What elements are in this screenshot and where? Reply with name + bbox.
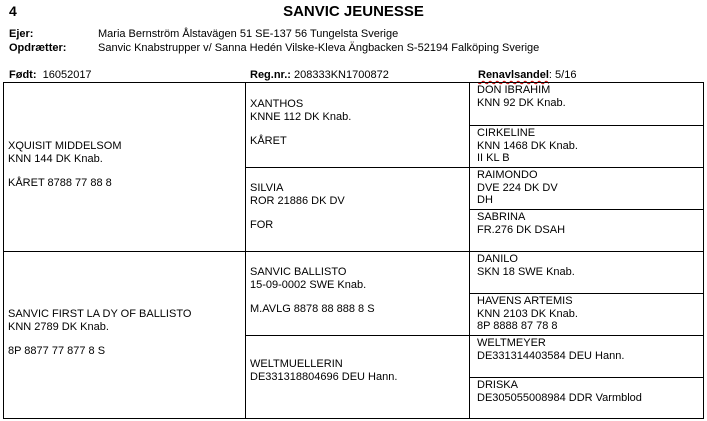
ggp-ssd-extra: II KL B	[477, 152, 510, 164]
dam-sire-cell	[250, 266, 375, 316]
ggp-dds-reg: DE331314403584 DEU Hann.	[477, 349, 625, 362]
purity-field	[478, 69, 576, 81]
sire-sire-reg: KNNE 112 DK Knab.	[250, 110, 352, 123]
dam-sire-name: SANVIC BALLISTO	[250, 266, 347, 278]
ggp-sss-reg: KNN 92 DK Knab.	[477, 96, 566, 109]
dam-name: SANVIC FIRST LA DY OF BALLISTO	[8, 308, 192, 320]
ggp-ddd-name: DRISKA	[477, 379, 518, 391]
sire-dam-name: SILVIA	[250, 182, 284, 194]
ggp-dsd-name: HAVENS ARTEMIS	[477, 295, 573, 307]
ggp-ssd-name: CIRKELINE	[477, 127, 536, 139]
ggp-dss-name: DANILO	[477, 253, 518, 265]
dam-sire-reg: 15-09-0002 SWE Knab.	[250, 278, 367, 291]
ggp-sds-reg: DVE 224 DK DV	[477, 181, 558, 194]
ggp-ddd-reg: DE305055008984 DDR Varmblod	[477, 391, 642, 404]
dam-reg: KNN 2789 DK Knab.	[8, 320, 109, 333]
row-divider-gen3-b	[469, 209, 704, 210]
ggp-dsd-reg: KNN 2103 DK Knab.	[477, 307, 578, 320]
purity-label: Renavlsandel	[478, 69, 549, 81]
sire-dam-note: FOR	[250, 219, 274, 231]
ggp-sds-extra: DH	[477, 194, 493, 206]
ggp-ssd-cell	[477, 127, 578, 165]
row-divider-gen2-a	[245, 167, 704, 168]
ggp-ddd-cell	[477, 379, 642, 404]
born-label: Født:	[9, 69, 37, 81]
owner-value: Maria Bernström Ålstavägen 51 SE-137 56 Tungelsta Sverige	[98, 28, 399, 40]
catalog-number: 4	[9, 3, 17, 19]
sire-sire-name: XANTHOS	[250, 98, 304, 110]
breeder-value: Sanvic Knabstrupper v/ Sanna Hedén Vilske-Kleva Ängbacken S-52194 Falköping Sverige	[98, 42, 540, 54]
purity-value: : 5/16	[548, 69, 577, 81]
sire-sire-cell	[250, 98, 351, 148]
sire-sire-note: KÅRET	[250, 135, 287, 147]
dam-cell	[8, 308, 191, 358]
ggp-dsd-extra: 8P 8888 87 78 8	[477, 320, 558, 332]
table-border-bottom	[3, 418, 704, 419]
dam-dam-reg: DE331318804696 DEU Hann.	[250, 370, 398, 383]
ggp-sds-cell	[477, 169, 558, 207]
sire-name: XQUISIT MIDDELSOM	[8, 140, 122, 152]
born-value: 16052017	[42, 69, 92, 81]
dam-dam-name: WELTMUELLERIN	[250, 358, 343, 370]
ggp-sdd-cell	[477, 211, 565, 236]
ggp-dss-reg: SKN 18 SWE Knab.	[477, 265, 575, 278]
ggp-ssd-reg: KNN 1468 DK Knab.	[477, 139, 578, 152]
row-divider-gen2-b	[245, 335, 704, 336]
ggp-dds-name: WELTMEYER	[477, 337, 546, 349]
sire-reg: KNN 144 DK Knab.	[8, 152, 103, 165]
sire-dam-reg: ROR 21886 DK DV	[250, 194, 345, 207]
row-divider-gen1	[3, 251, 704, 252]
ggp-sdd-reg: FR.276 DK DSAH	[477, 223, 566, 236]
ggp-sds-name: RAIMONDO	[477, 169, 538, 181]
ggp-dsd-cell	[477, 295, 578, 333]
row-divider-gen3-d	[469, 377, 704, 378]
row-divider-gen3-a	[469, 125, 704, 126]
regnr-value: 208333KN1700872	[294, 69, 389, 81]
born-field	[9, 69, 92, 81]
ggp-dss-cell	[477, 253, 575, 278]
sire-dam-cell	[250, 182, 345, 232]
regnr-field	[250, 69, 389, 81]
dam-dam-cell	[250, 358, 397, 383]
sire-cell	[8, 140, 121, 190]
horse-name-title: SANVIC JEUNESSE	[283, 3, 424, 20]
ggp-sdd-name: SABRINA	[477, 211, 526, 223]
row-divider-gen3-c	[469, 293, 704, 294]
dam-note: 8P 8877 77 877 8 S	[8, 345, 106, 357]
breeder-label: Opdrætter:	[9, 42, 67, 54]
owner-label: Ejer:	[9, 28, 34, 40]
ggp-dds-cell	[477, 337, 624, 362]
regnr-label: Reg.nr.:	[250, 69, 291, 81]
ggp-sss-name: DON IBRAHIM	[477, 84, 551, 96]
sire-note: KÅRET 8788 77 88 8	[8, 177, 112, 189]
table-border-top	[3, 82, 704, 83]
dam-sire-note: M.AVLG 8878 88 888 8 S	[250, 303, 375, 315]
ggp-sss-cell	[477, 84, 566, 109]
